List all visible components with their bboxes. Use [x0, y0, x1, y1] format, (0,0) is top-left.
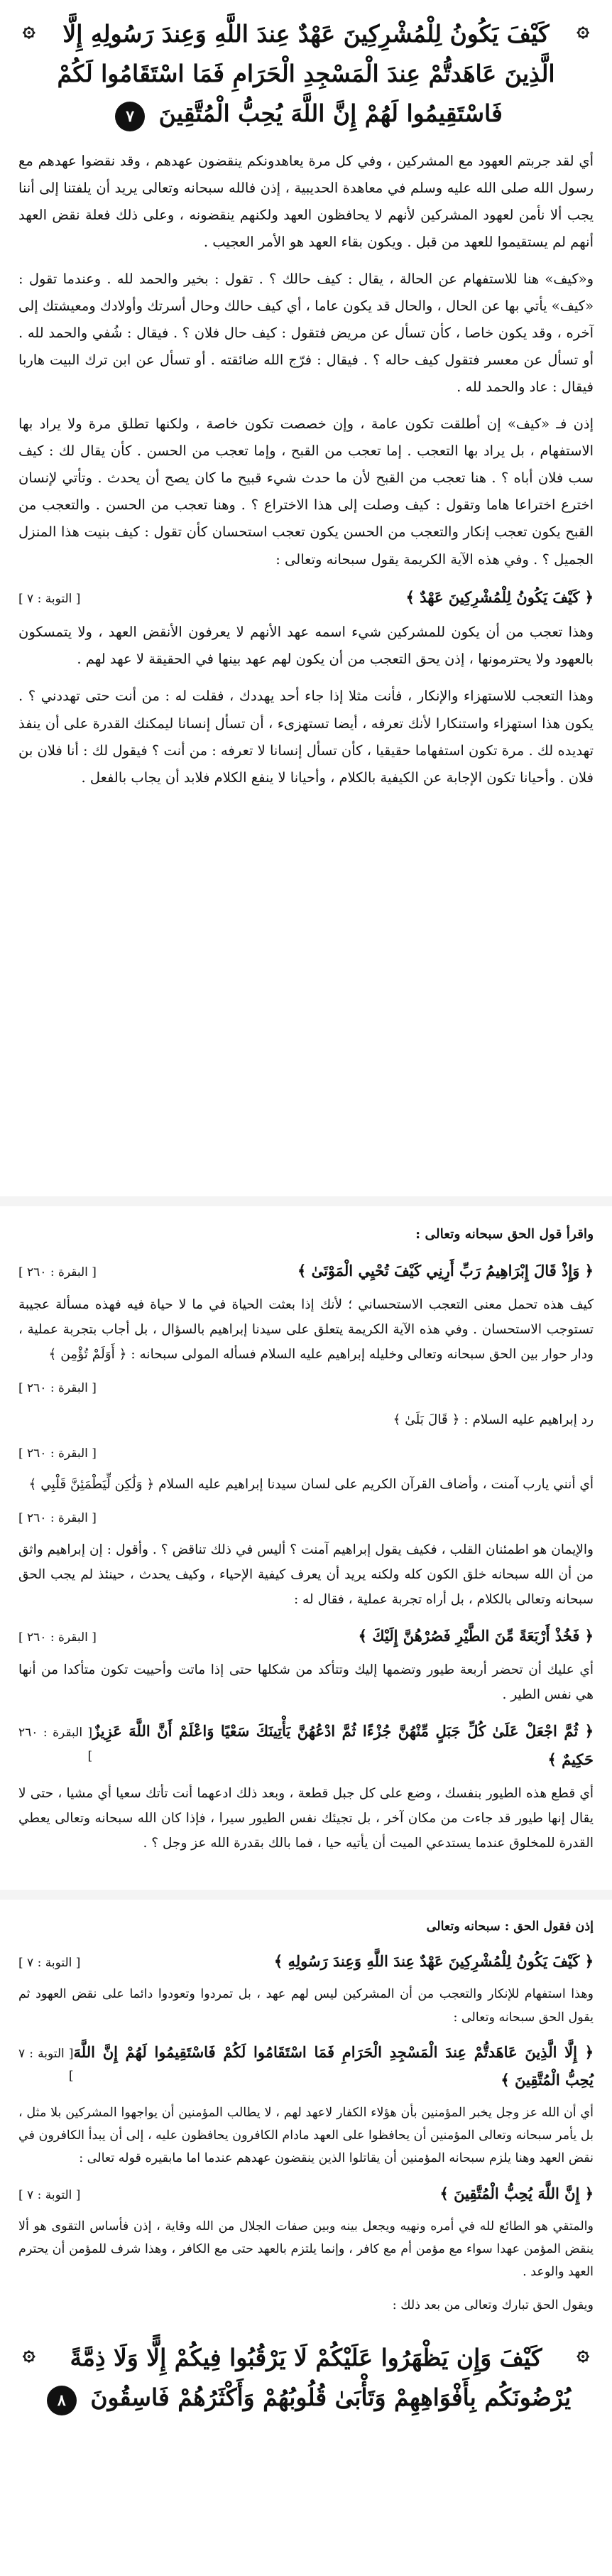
paragraph: أي قطع هذه الطيور بنفسك ، وضع على كل جبل قطعة ، وبعد ذلك ادعهما أنت تأتك سعيا أي مشيا ، حتى لا يقال إنها طيور قد جاءت من مكان آخر ، بل تجيئك نفس الطيور سيرا ، فإذا كان الله سبحانه وتعالى يعطي القدرة للمخلوق عندما يستدعي الميت أن يأتيه حيا ، فما بالك بقدرة الله عز وجل ؟ . [18, 1786, 594, 1851]
quran-quote [18, 2180, 594, 2208]
commentary-text [0, 1206, 612, 1856]
quote-reference: [ البقرة : ٢٦٠ ] [18, 1630, 97, 1645]
paragraph: والإيمان هو اطمئنان القلب ، فكيف يقول إبراهيم آمنت ؟ أليس في ذلك تناقض ؟ . وأقول : إن إبراهيم واثق من أن الله سبحانه خلق الكون كله ولكنه يريد أن يعرف كيفية الإحياء ، وكيف يحدث ، حينئذ لم يجب الحق سبحانه وتعالى بالكلام ، بل أراه تجربة عملية ، فقال له : [18, 1542, 594, 1607]
reference-line [18, 1442, 594, 1465]
page-separator [0, 1196, 612, 1206]
verse-text: كَيْفَ وَإِن يَظْهَرُوا عَلَيْكُمْ لَا يَرْقُبُوا فِيكُمْ إِلًّا وَلَا ذِمَّةً يُرْضُونَكُم بِأَفْوَاهِهِمْ وَتَأْبَىٰ قُلُوبُهُمْ وَأَكْثَرُهُمْ فَاسِقُونَ [70, 2344, 572, 2412]
paragraph: وهذا التعجب للاستهزاء والإنكار ، فأنت مثلا إذا جاء أحد يهددك ، فقلت له : من أنت حتى تهددني ؟ . يكون هذا استهزاء واستنكارا لأنك تعرفه ، أيضا تستهزىء ، أن تسأل إنسانا ليمكنك القدرة على أن ينفذ تهديده لك . مرة تكون استفهاما حقيقيا ، كأن تسأل إنسانا لا تعرفه : من أنت ؟ فيقول لك : أنا فلان بن فلان . وأحيانا تكون الإجابة عن الكيفية بالكلام ، وأحيانا لا ينفع الكلام فلابد أن يجاب بالفعل . [18, 688, 594, 786]
quote-text: ﴿ فَخُذْ أَرْبَعَةً مِّنَ الطَّيْرِ فَصُرْهُنَّ إِلَيْكَ ﴾ [358, 1627, 594, 1645]
quote-reference: [ التوبة : ٧ ] [18, 2046, 74, 2084]
quote-reference: [ البقرة : ٢٦٠ ] [18, 1265, 97, 1280]
reference-line [18, 1507, 594, 1530]
quran-quote [18, 1257, 594, 1285]
paragraph: أي لقد جربتم العهود مع المشركين ، وفي كل مرة يعاهدونكم ينقضون عهدهم ، وقد نقضوا عهدهم مع رسول الله صلى الله عليه وسلم في معاهدة الحديبية ، إذن فالله سبحانه وتعالى يريد أن يلفتنا إلى أننا يجب ألا نأمن لعهود المشركين لأنهم لا يحافظون العهد ولكنهم ينقضونه ، وعلى ذلك فعلة نقض العهد أنهم لم يستقيموا للعهد من قبل . ويكون بقاء العهد هو الأمر العجيب . [18, 153, 594, 251]
quote-text: ﴿ كَيْفَ يَكُونُ لِلْمُشْرِكِينَ عَهْدٌ عِندَ اللَّهِ وَعِندَ رَسُولِهِ ﴾ [273, 1952, 594, 1971]
quran-quote [18, 2039, 594, 2094]
verse-number-badge: ٧ [115, 102, 145, 131]
quote-reference: [ التوبة : ٧ ] [18, 2187, 81, 2202]
paragraph: ويقول الحق تبارك وتعالى من بعد ذلك : [392, 2298, 594, 2312]
ornament-icon: ۞ [577, 17, 589, 42]
quote-text: ﴿ ثُمَّ اجْعَلْ عَلَىٰ كُلِّ جَبَلٍ مِّنْهُنَّ جُزْءًا ثُمَّ ادْعُهُنَّ يَأْتِينَكَ سَعْيًا وَاعْلَمْ أَنَّ اللَّهَ عَزِيزٌ حَكِيمٌ ﴾ [92, 1722, 594, 1769]
quran-quote [18, 1717, 594, 1774]
verse-box-8 [16, 2331, 596, 2425]
quote-reference: [ البقرة : ٢٦٠ ] [18, 1381, 97, 1396]
paragraph: رد إبراهيم عليه السلام : ﴿ قَالَ بَلَىٰ ﴾ [393, 1412, 594, 1427]
verse-box-7 [16, 7, 596, 141]
quote-text: ﴿ إِلَّا الَّذِينَ عَاهَدتُّمْ عِندَ الْمَسْجِدِ الْحَرَامِ فَمَا اسْتَقَامُوا لَكُمْ فَاسْتَقِيمُوا لَهُمْ إِنَّ اللَّهَ يُحِبُّ الْمُتَّقِينَ ﴾ [73, 2042, 594, 2089]
paragraph: أي عليك أن تحضر أربعة طيور وتضمها إليك وتتأكد من شكلها حتى إذا ماتت وأحييت تكون متأكدا من أنها هي نفس الطير . [18, 1662, 594, 1703]
quote-text: ﴿ كَيْفَ يَكُونُ لِلْمُشْرِكِينَ عَهْدٌ ﴾ [405, 588, 594, 606]
paragraph: كيف هذه تحمل معنى التعجب الاستحساني ؛ لأنك إذا بعثت الحياة في ما لا حياة فيه فهذه مسألة عجيبة تستوجب الاستحسان . وفي هذه الآية الكريمة يتعلق على سيدنا إبراهيم بالسؤال ، بل أجاب بتجربة عملية ، ودار حوار بين الحق سبحانه وتعالى وخليله إبراهيم عليه السلام فسأله المولى سبحانه : ﴿ أَوَلَمْ تُؤْمِن ﴾ [18, 1297, 594, 1363]
quran-quote [18, 583, 594, 612]
paragraph: أي أنني يارب آمنت ، وأضاف القرآن الكريم على لسان سيدنا إبراهيم عليه السلام ﴿ وَلَٰكِن لِّيَطْمَئِنَّ قَلْبِي ﴾ [28, 1477, 594, 1493]
commentary-text [0, 1900, 612, 2317]
quote-text: ﴿ إِنَّ اللَّهَ يُحِبُّ الْمُتَّقِينَ ﴾ [439, 2184, 594, 2202]
paragraph: أي أن الله عز وجل يخبر المؤمنين بأن هؤلاء الكفار لاعهد لهم ، لا يطالب المؤمنين أن يواجهوا المشركين بلا مثل ، بل يأمر سبحانه وتعالى المؤمنين أن يحافظوا على العهد مادام الكافرون يحافظون عليه ، إلى أن يبدأ الكافرون في نقض العهد وهنا يلزم سبحانه المؤمنين أن يقاتلوا الذين ينقضون عهدهم عندما اما مابقيره قوله تعالى : [18, 2105, 594, 2166]
paragraph: وهذا استفهام للإنكار والتعجب من أن المشركين ليس لهم عهد ، بل تمردوا وتعودوا دائما على نقض العهود ثم يقول الحق سبحانه وتعالى : [18, 1987, 594, 2025]
paragraph: و«كيف» هنا للاستفهام عن الحالة ، يقال : كيف حالك ؟ . تقول : بخير والحمد لله . وعندما تقول : «كيف» يأتي بها عن الحال ، والحال قد يكون عاما ، أي كيف حالك وحال أسرتك وأولادك ومعيشتك إلى آخره ، وقد يكون خاصا ، كأن تسأل عن مريض فتقول : كيف حال فلان ؟ . فيقال : شُفي والحمد لله . أو تسأل عن معسر فتقول كيف حاله ؟ . فيقال : فرّج الله ضائقته . أو تسأل عن ابن ترك البيت هاربا فيقال : عاد والحمد لله . [18, 271, 594, 396]
page-separator [0, 1890, 612, 1900]
quote-reference: [ التوبة : ٧ ] [18, 591, 81, 606]
quote-text: ﴿ وَإِذْ قَالَ إِبْرَاهِيمُ رَبِّ أَرِنِي كَيْفَ تُحْيِي الْمَوْتَىٰ ﴾ [297, 1262, 594, 1280]
paragraph: واقرأ قول الحق سبحانه وتعالى : [415, 1227, 594, 1242]
quote-reference: [ البقرة : ٢٦٠ ] [18, 1726, 93, 1763]
verse-number-badge: ٨ [47, 2386, 77, 2415]
ornament-icon: ۞ [23, 2341, 35, 2366]
quran-quote [18, 1622, 594, 1650]
verse-text: كَيْفَ يَكُونُ لِلْمُشْرِكِينَ عَهْدٌ عِندَ اللَّهِ وَعِندَ رَسُولِهِ إِلَّا الَّذِينَ عَاهَدتُّمْ عِندَ الْمَسْجِدِ الْحَرَامِ فَمَا اسْتَقَامُوا لَكُمْ فَاسْتَقِيمُوا لَهُمْ إِنَّ اللَّهَ يُحِبُّ الْمُتَّقِينَ [57, 20, 555, 128]
reference-line [18, 1377, 594, 1400]
paragraph: إذن فـ «كيف» إن أطلقت تكون عامة ، وإن خصصت تكون خاصة ، ولكنها تطلق مرة ولا يراد بها الاستفهام ، بل يراد بها التعجب . إما تعجب من القبح ، وإما تعجب من الحسن . كأن يقال لك : كيف سب فلان أباه ؟ . هنا تعجب من القبح لأن ما حدث شيء قبيح ما كان يصح أن يحدث . وتأتي لإنسان اخترع اختراعا هاما وتقول : كيف وصلت إلى هذا الاختراع ؟ . وهنا تعجب من الحسن . والتعجب من القبح يكون تعجب إنكار والتعجب من الحسن يكون تعجب استحسان كأن تقول : كيف بنيت هذا المنزل الجميل ؟ . وفي هذه الآية الكريمة يقول سبحانه وتعالى : [18, 416, 594, 568]
quran-quote [18, 1948, 594, 1976]
page-three [0, 1900, 612, 2576]
quote-reference: [ التوبة : ٧ ] [18, 1956, 81, 1971]
paragraph: والمتقي هو الطائع لله في أمره ونهيه ويجعل بينه وبين صفات الجلال من الله وقاية ، إذن فأساس التقوى هو ألا ينقض المؤمن عهدا سواء مع مؤمن أم مع كافر ، وإنما يلتزم بالعهد حتى مع الكافر ، وهذا شرف للمؤمن أن يحترم العهد والوعد . [18, 2219, 594, 2280]
paragraph: إذن فقول الحق : سبحانه وتعالى [426, 1920, 594, 1934]
quote-reference: [ البقرة : ٢٦٠ ] [18, 1446, 97, 1461]
commentary-text [0, 148, 612, 791]
ornament-icon: ۞ [577, 2341, 589, 2366]
ornament-icon: ۞ [23, 17, 35, 42]
page-two [0, 1206, 612, 1900]
paragraph: وهذا تعجب من أن يكون للمشركين شيء اسمه عهد الأنهم لا يعرفون الأنقض العهد ، ولا يتمسكون بالعهود ولا يحترمونها ، إذن يحق التعجب من أن يكون لهم عهد بينها في الحقيقة لا عهد لهم . [18, 624, 594, 668]
page-one [0, 0, 612, 1206]
quote-reference: [ البقرة : ٢٦٠ ] [18, 1511, 97, 1526]
